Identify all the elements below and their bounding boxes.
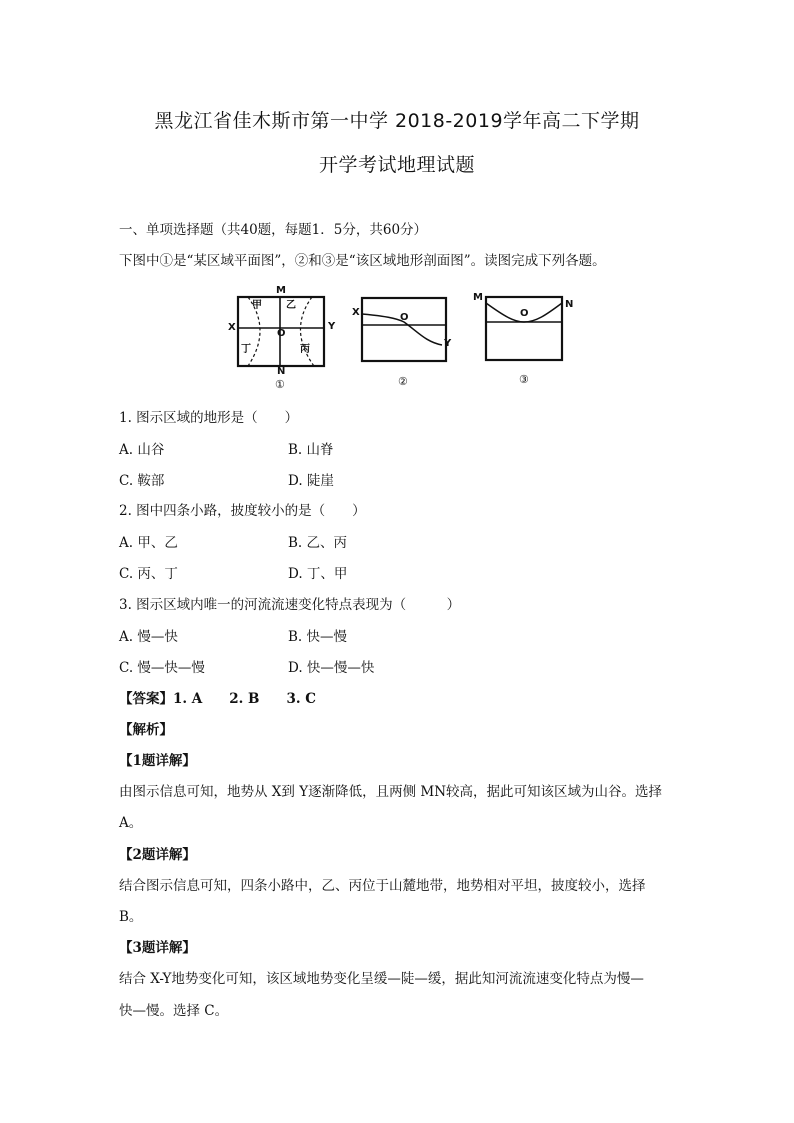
question-1-option-a: A. 山谷: [119, 442, 165, 458]
label-m: M: [276, 285, 286, 296]
label-x: X: [228, 322, 236, 333]
detail-2-heading: 【2题详解】: [119, 847, 196, 863]
detail-1-text-line-2: A。: [119, 815, 143, 831]
question-1-stem: 1. 图示区域的地形是（ ）: [119, 410, 299, 426]
detail-3-text-line-1: 结合 X-Y地势变化可知，该区域地势变化呈缓—陡—缓，据此知河流流速变化特点为慢—: [119, 971, 644, 987]
label-m: M: [473, 292, 483, 303]
label-o: O: [277, 328, 286, 339]
detail-1-text-line-1: 由图示信息可知，地势从 X到 Y逐渐降低，且两侧 MN较高，据此可知该区域为山谷。选择: [119, 784, 663, 800]
label-y: Y: [444, 338, 452, 349]
detail-1-heading: 【1题详解】: [119, 753, 196, 769]
caption-panel-3: ③: [519, 373, 529, 386]
question-3-option-d: D. 快—慢—快: [288, 660, 375, 676]
label-n: N: [277, 366, 286, 377]
detail-2-text-line-2: B。: [119, 909, 143, 925]
question-3-option-b: B. 快—慢: [288, 629, 348, 645]
profile-xy: [362, 298, 446, 361]
plan-map-right-path: [300, 297, 314, 366]
question-2-option-c: C. 丙、丁: [119, 566, 178, 582]
label-o: O: [400, 312, 409, 323]
label-n: N: [565, 299, 574, 310]
detail-3-text-line-2: 快—慢。选择 C。: [119, 1003, 229, 1019]
terrain-figure: [228, 285, 588, 403]
analysis-heading: 【解析】: [119, 722, 173, 738]
document-title-line-1: 黑龙江省佳木斯市第一中学 2018-2019学年高二下学期: [154, 110, 640, 132]
label-x: X: [352, 307, 360, 318]
question-1-option-b: B. 山脊: [288, 442, 334, 458]
question-3-option-a: A. 慢—快: [119, 629, 178, 645]
question-3-stem: 3. 图示区域内唯一的河流流速变化特点表现为（ ）: [119, 597, 461, 613]
question-1-option-d: D. 陡崖: [288, 473, 334, 489]
answer-line: 【答案】1. A 2. B 3. C: [119, 691, 317, 707]
profile-xy-frame: [362, 298, 446, 361]
question-3-option-c: C. 慢—快—慢: [119, 660, 205, 676]
document-title-line-2: 开学考试地理试题: [318, 154, 475, 176]
profile-mn: [486, 297, 562, 360]
question-2-stem: 2. 图中四条小路，披度较小的是（ ）: [119, 503, 366, 519]
section-heading: 一、单项选择题（共40题，每题1．5分，共60分）: [119, 222, 428, 238]
label-y: Y: [328, 321, 336, 332]
caption-panel-2: ②: [398, 375, 408, 388]
label-jia: 甲: [252, 300, 262, 311]
profile-mn-frame: [486, 297, 562, 360]
question-2-option-b: B. 乙、丙: [288, 535, 348, 551]
caption-panel-1: ①: [275, 378, 285, 391]
detail-2-text-line-1: 结合图示信息可知，四条小路中，乙、丙位于山麓地带，地势相对平坦，披度较小，选择: [119, 878, 646, 894]
label-o: O: [520, 308, 529, 319]
question-1-option-c: C. 鞍部: [119, 473, 165, 489]
figure-intro: 下图中①是“某区域平面图”，②和③是“该区域地形剖面图”。读图完成下列各题。: [119, 253, 606, 269]
label-yi: 乙: [286, 300, 296, 311]
label-bing: 丙: [300, 344, 310, 355]
detail-3-heading: 【3题详解】: [119, 940, 196, 956]
question-2-option-a: A. 甲、乙: [119, 535, 178, 551]
question-2-option-d: D. 丁、甲: [288, 566, 348, 582]
label-ding: 丁: [241, 344, 251, 355]
